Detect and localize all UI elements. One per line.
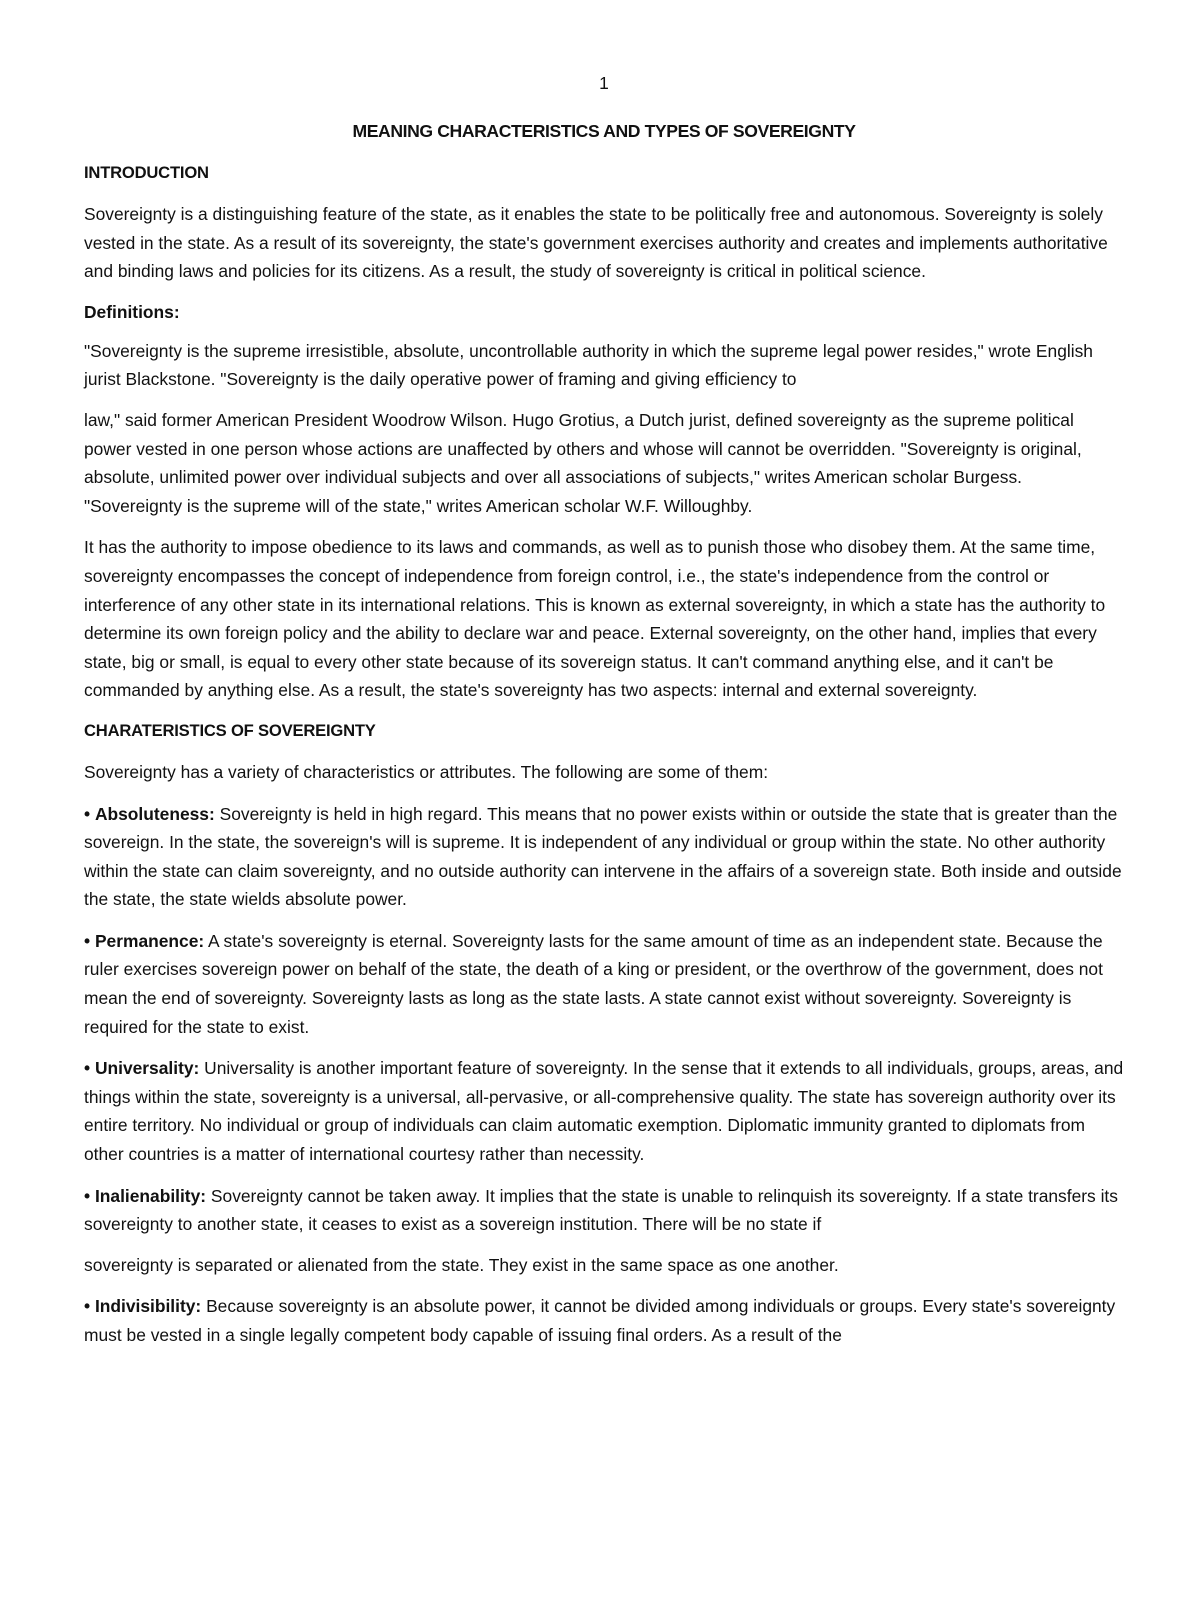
characteristic-text-part2: sovereignty is separated or alienated from the state. They exist in the same space as one another. [84, 1254, 839, 1275]
definitions-text-part2: law," said former American President Woodrow Wilson. Hugo Grotius, a Dutch jurist, defined sovereignty as the supreme political power vested in one person whose actions are unaffected by others and whose will cannot be overridden. "Sovereignty is original, absolute, unlimited power over individual subjects and over all associations of subjects," writes American scholar Burgess. "Sovereignty is the supreme will of the state," writes American scholar W.F. Willoughby. [84, 409, 1082, 516]
paragraph-gap [84, 394, 1124, 406]
introduction-heading: INTRODUCTION [84, 163, 209, 182]
bullet-icon: • [84, 1296, 91, 1317]
characteristic-item-universality [84, 1054, 1124, 1168]
document-title: MEANING CHARACTERISTICS AND TYPES OF SOVEREIGNTY [352, 121, 856, 141]
document-content [84, 70, 1124, 1363]
characteristic-text-part1: Sovereignty cannot be taken away. It implies that the state is unable to relinquish its sovereignty. If a state transfers its sovereignty to another state, it ceases to exist as a sovereign institution. There will be no state if [84, 1185, 1118, 1235]
characteristic-term: Permanence: [94, 930, 205, 951]
bullet-icon: • [84, 930, 91, 951]
bullet-icon: • [84, 1058, 91, 1079]
authority-paragraph: It has the authority to impose obedience to its laws and commands, as well as to punish those who disobey them. At the same time, sovereignty encompasses the concept of independence from foreign control, i.e., the state's independence from the control or interference of any other state in its international relations. This is known as external sovereignty, in which a state has the authority to determine its own foreign policy and the ability to declare war and peace. External sovereignty, on the other hand, implies that every state, big or small, is equal to every other state because of its sovereign status. It can't command anything else, and it can't be commanded by anything else. As a result, the state's sovereignty has two aspects: internal and external sovereignty. [84, 537, 1106, 701]
bullet-icon: • [84, 1185, 91, 1206]
characteristics-heading: CHARATERISTICS OF SOVEREIGNTY [84, 720, 376, 740]
definitions-heading: Definitions: [84, 301, 180, 322]
bullet-icon: • [84, 803, 91, 824]
characteristic-term: Indivisibility: [94, 1296, 202, 1317]
paragraph-gap [84, 1239, 1124, 1251]
characteristic-text: A state's sovereignty is eternal. Sovereignty lasts for the same amount of time as an independent state. Because the ruler exercises sovereign power on behalf of the state, the death of a king or president, or the overthrow of the government, does not mean the end of sovereignty. Sovereignty lasts as long as the state lasts. A state cannot exist without sovereignty. Sovereignty is required for the state to exist. [84, 930, 1103, 1037]
characteristic-item-inalienability [84, 1182, 1124, 1280]
characteristic-item-absoluteness [84, 800, 1124, 914]
introduction-paragraph: Sovereignty is a distinguishing feature of the state, as it enables the state to be politically free and autonomous. Sovereignty is solely vested in the state. As a result of its sovereignty, the state's government exercises authority and creates and implements authoritative and binding laws and policies for its citizens. As a result, the study of sovereignty is critical in political science. [84, 204, 1108, 282]
characteristic-text: Because sovereignty is an absolute power, it cannot be divided among individuals or groups. Every state's sovereignty must be vested in a single legally competent body capable of issuing final orders. As a result of the [84, 1296, 1116, 1345]
characteristic-term: Absoluteness: [94, 803, 215, 824]
page-number: 1 [599, 73, 609, 93]
definitions-paragraph [84, 337, 1124, 521]
characteristic-item-permanence [84, 927, 1124, 1041]
characteristic-item-indivisibility [84, 1292, 1124, 1349]
definitions-text-part1: "Sovereignty is the supreme irresistible, absolute, uncontrollable authority in which the supreme legal power resides," wrote English jurist Blackstone. "Sovereignty is the daily operative power of framing and giving efficiency to [84, 340, 1093, 390]
characteristics-intro: Sovereignty has a variety of characteristics or attributes. The following are some of them: [84, 761, 769, 782]
characteristic-text: Universality is another important feature of sovereignty. In the sense that it extends to all individuals, groups, areas, and things within the state, sovereignty is a universal, all-pervasive, or all-comprehensive quality. The state has sovereign authority over its entire territory. No individual or group of individuals can claim automatic exemption. Diplomatic immunity granted to diplomats from other countries is a matter of international courtesy rather than necessity. [84, 1058, 1124, 1165]
characteristic-term: Inalienability: [94, 1185, 207, 1206]
characteristic-text: Sovereignty is held in high regard. This means that no power exists within or outside the state that is greater than the sovereign. In the state, the sovereign's will is supreme. It is independent of any individual or group within the state. No other authority within the state can claim sovereignty, and no outside authority can intervene in the affairs of a sovereign state. Both inside and outside the state, the state wields absolute power. [84, 803, 1122, 910]
characteristic-term: Universality: [94, 1058, 200, 1079]
